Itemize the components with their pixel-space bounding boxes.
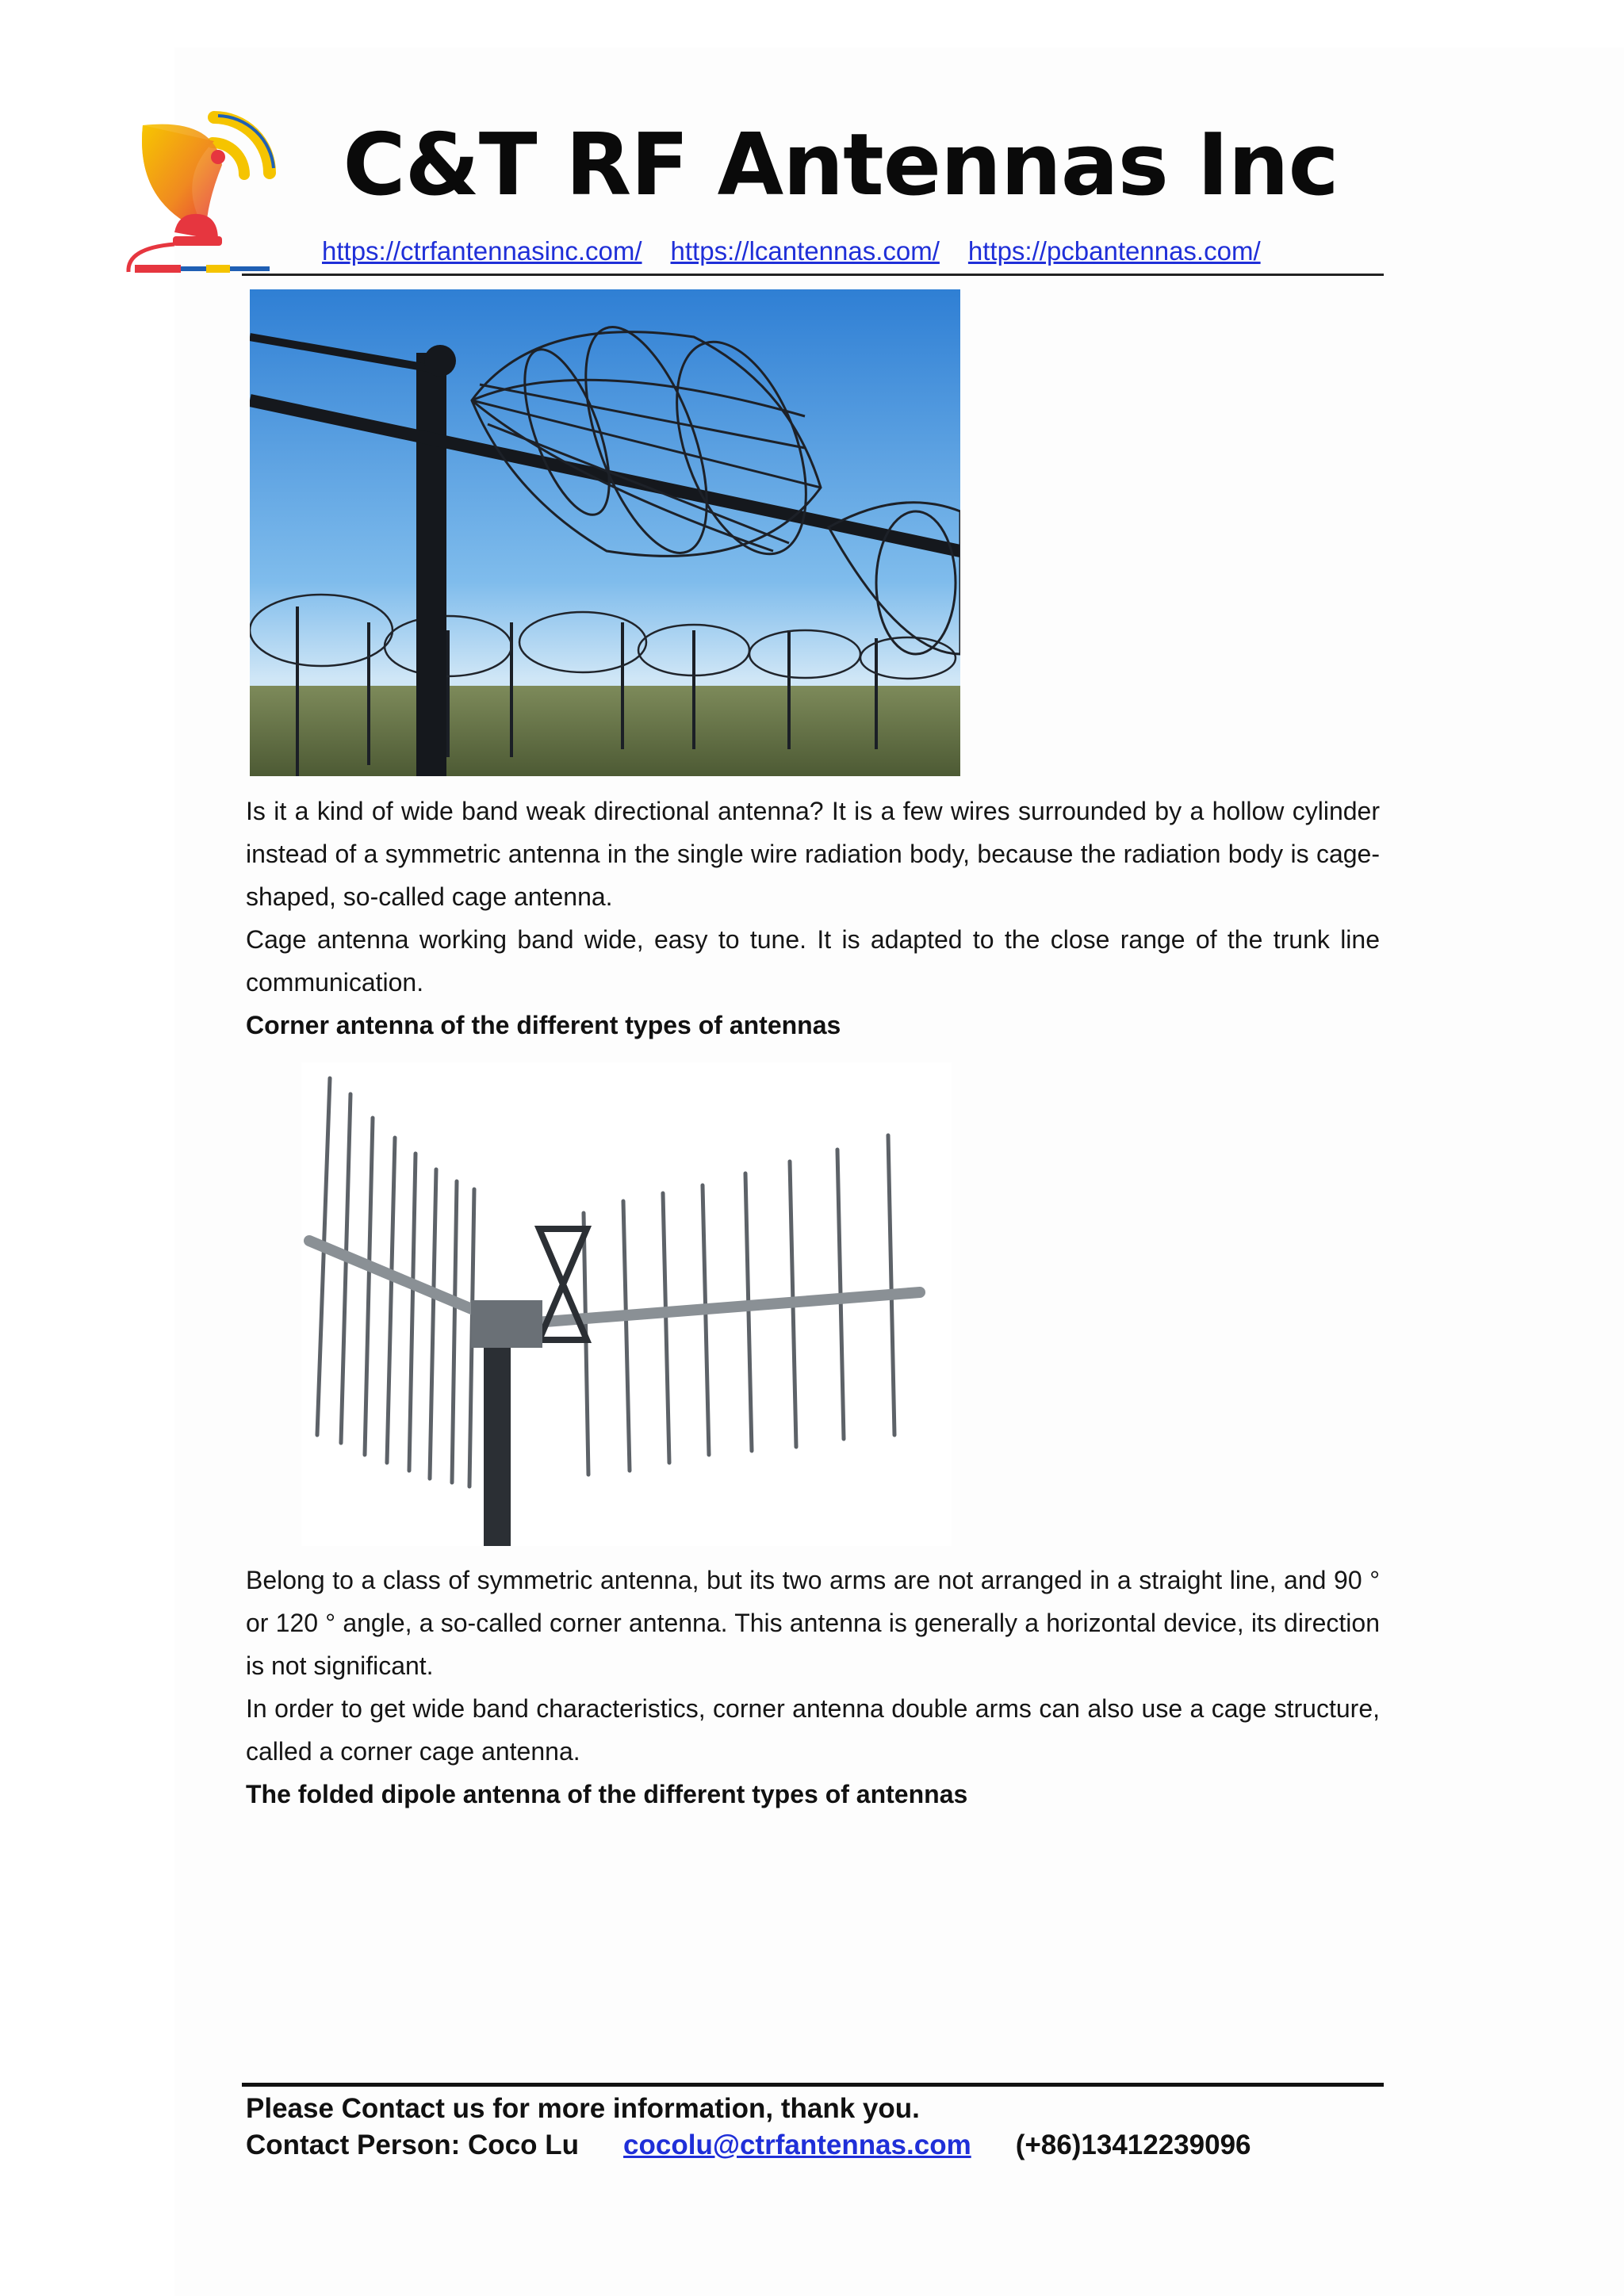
link-lcantennas[interactable]: https://lcantennas.com/: [670, 236, 940, 266]
satellite-dish-logo-icon: [119, 86, 301, 276]
cage-paragraph-2: Cage antenna working band wide, easy to tune. It is adapted to the close range of the trunk line communication.: [246, 925, 1380, 997]
corner-paragraph-2: In order to get wide band characteristics, corner antenna double arms can also use a cage structure, called a corner cage antenna.: [246, 1694, 1380, 1766]
link-pcbantennas[interactable]: https://pcbantennas.com/: [967, 236, 1261, 266]
contact-email-link[interactable]: cocolu@ctrfantennas.com: [623, 2130, 971, 2160]
header-divider: [242, 274, 1384, 276]
company-title: C&T RF Antennas Inc: [343, 116, 1339, 215]
footer-divider: [242, 2083, 1384, 2087]
folded-dipole-heading: The folded dipole antenna of the different types of antennas: [246, 1780, 968, 1808]
header-links: [322, 238, 1289, 264]
corner-paragraph-1: Belong to a class of symmetric antenna, but its two arms are not arranged in a straight line, and 90 ° or 120 ° angle, a so-called corner antenna. This antenna is generally a horizontal device, its direction is not significant.: [246, 1566, 1380, 1680]
corner-antenna-photo: [301, 1062, 952, 1546]
cage-paragraph-1: Is it a kind of wide band weak directional antenna? It is a few wires surrounded by a hollow cylinder instead of a symmetric antenna in the single wire radiation body, because the radiation body is cage-shaped, so-called cage antenna.: [246, 797, 1380, 911]
contact-person: Contact Person: Coco Lu: [246, 2130, 580, 2160]
footer-contact-line: [246, 2131, 1251, 2159]
corner-antenna-heading: Corner antenna of the different types of antennas: [246, 1011, 841, 1039]
cage-antenna-photo: [250, 289, 960, 776]
link-ctrfantennasinc[interactable]: https://ctrfantennasinc.com/: [322, 236, 642, 266]
contact-phone: (+86)13412239096: [1015, 2130, 1251, 2160]
footer-contact-prompt: Please Contact us for more information, thank you.: [246, 2093, 920, 2124]
